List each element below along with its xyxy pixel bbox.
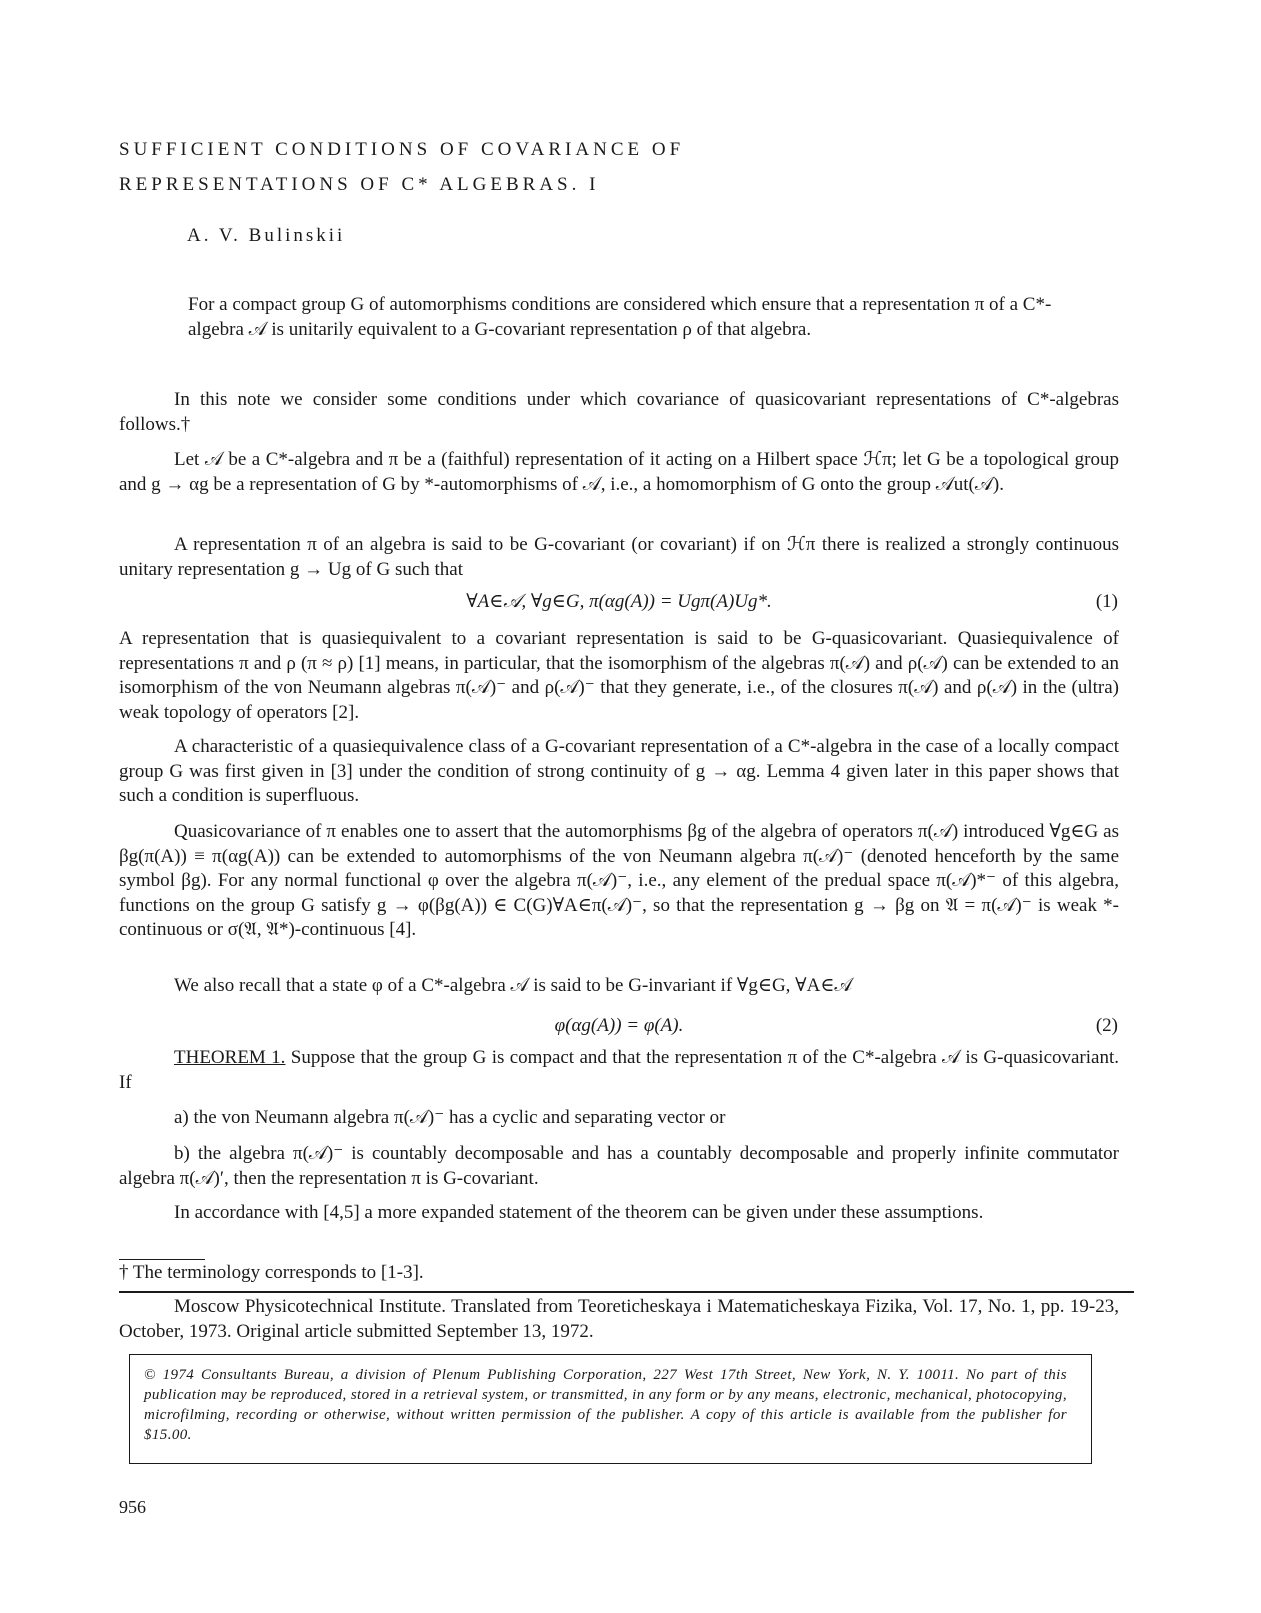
footnote-divider	[119, 1259, 205, 1260]
copyright-box	[129, 1354, 1092, 1464]
equation-2-number: (2)	[1095, 1015, 1118, 1036]
equation-1-number: (1)	[1095, 591, 1118, 612]
paragraph-definitions: Let 𝒜 be a C*-algebra and π be a (faithful) representation of it acting on a Hilbert space ℋπ; let G be a topological group and g → αg be a representation of G by *-automorphisms of 𝒜, i.e., a homomorphism of G onto the group 𝒜ut(𝒜).	[119, 449, 1119, 495]
page-number: 956	[119, 1497, 146, 1517]
equation-1: ∀A∈𝒜, ∀g∈G, π(αg(A)) = Ugπ(A)Ug*.	[466, 591, 772, 612]
author-name: A. V. Bulinskii	[187, 225, 346, 246]
affiliation-note: Moscow Physicotechnical Institute. Translated from Teoreticheskaya i Matematicheskaya Fizika, Vol. 17, No. 1, pp. 19-23, October, 1973. Original article submitted September 13, 1972.	[119, 1296, 1119, 1342]
theorem-condition-a: a) the von Neumann algebra π(𝒜)⁻ has a cyclic and separating vector or	[174, 1107, 726, 1128]
paragraph-invariant-state: We also recall that a state φ of a C*-algebra 𝒜 is said to be G-invariant if ∀g∈G, ∀A∈𝒜	[174, 975, 853, 996]
theorem-label: THEOREM 1.	[174, 1047, 286, 1068]
paragraph-quasicovariance: Quasicovariance of π enables one to assert that the automorphisms βg of the algebra of operators π(𝒜) introduced ∀g∈G as βg(π(A)) ≡ π(αg(A)) can be extended to automorphisms of the von Neumann algebra π(𝒜)⁻ (denoted henceforth by the same symbol βg). For any normal functional φ over the algebra π(𝒜)⁻, i.e., any element of the predual space π(𝒜)*⁻ of this algebra, functions on the group G satisfy g → φ(βg(A)) ∈ C(G)∀A∈π(𝒜)⁻, so that the representation g → βg on 𝔄 = π(𝒜)⁻ is weak *-continuous or σ(𝔄, 𝔄*)-continuous [4].	[119, 821, 1119, 940]
paragraph-quasiequivalence: A representation that is quasiequivalent to a covariant representation is said to be G-quasicovariant. Quasiequivalence of representations π and ρ (π ≈ ρ) [1] means, in particular, that the isomorphism of the algebras π(𝒜) and ρ(𝒜) can be extended to an isomorphism of the von Neumann algebras π(𝒜)⁻ and ρ(𝒜)⁻ that they generate, i.e., of the closures π(𝒜) and ρ(𝒜) in the (ultra) weak topology of operators [2].	[119, 628, 1119, 723]
paragraph-covariant-definition: A representation π of an algebra is said to be G-covariant (or covariant) if on ℋπ there is realized a strongly continuous unitary representation g → Ug of G such that	[119, 534, 1119, 580]
copyright-text: © 1974 Consultants Bureau, a division of Plenum Publishing Corporation, 227 West 17th Street, New York, N. Y. 10011. No part of this publication may be reproduced, stored in a retrieval system, or transmitted, in any form or by any means, electronic, mechanical, photocopying, microfilming, recording or otherwise, without written permission of the publisher. A copy of this article is available from the publisher for $15.00.	[144, 1367, 1067, 1443]
theorem-1	[119, 1046, 1119, 1095]
paragraph-intro: In this note we consider some conditions under which covariance of quasicovariant representations of C*-algebras follows.†	[119, 389, 1119, 435]
footnote: † The terminology corresponds to [1-3].	[119, 1262, 424, 1283]
paragraph-characteristic: A characteristic of a quasiequivalence class of a G-covariant representation of a C*-algebra in the case of a locally compact group G was first given in [3] under the condition of strong continuity of g → αg. Lemma 4 given later in this paper shows that such a condition is superfluous.	[119, 736, 1119, 806]
equation-2: φ(αg(A)) = φ(A).	[554, 1015, 684, 1036]
theorem-condition-b: b) the algebra π(𝒜)⁻ is countably decomposable and has a countably decomposable and properly infinite commutator algebra π(𝒜)′, then the representation π is G-covariant.	[119, 1143, 1119, 1189]
article-title-line-1: SUFFICIENT CONDITIONS OF COVARIANCE OF	[119, 139, 685, 160]
paragraph-expanded-statement: In accordance with [4,5] a more expanded statement of the theorem can be given under these assumptions.	[174, 1202, 984, 1223]
affiliation-divider	[119, 1291, 1134, 1293]
theorem-statement: Suppose that the group G is compact and that the representation π of the C*-algebra 𝒜 is G-quasicovariant. If	[119, 1047, 1120, 1093]
abstract: For a compact group G of automorphisms conditions are considered which ensure that a representation π of a C*-algebra 𝒜 is unitarily equivalent to a G-covariant representation ρ of that algebra.	[188, 294, 1052, 340]
article-title-line-2: REPRESENTATIONS OF C* ALGEBRAS. I	[119, 174, 600, 195]
